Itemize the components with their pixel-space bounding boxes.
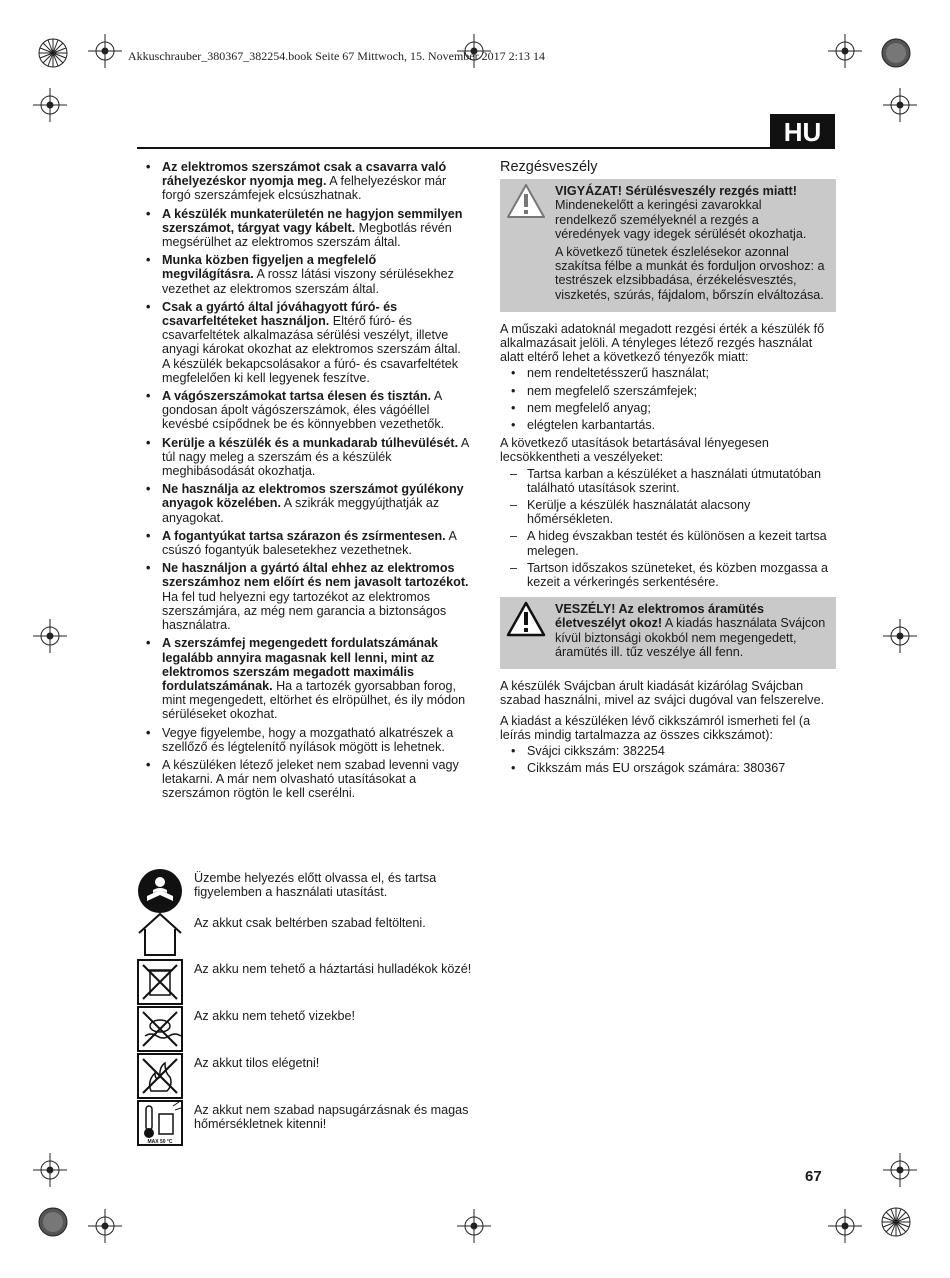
crosshair-mark — [883, 88, 917, 122]
header-rule — [137, 147, 835, 149]
symbol-text: Az akkut csak beltérben szabad feltölteni. — [194, 916, 426, 930]
list-item: • A vágószerszámokat tartsa élesen és tisztán. A gondosan ápolt vágószerszámok, éles vágóéllel kevésbé csípődnek be és könnyebben vezethetők. — [137, 389, 470, 432]
list-item: • Svájci cikkszám: 382254 — [500, 744, 836, 758]
list-item: • A készüléken létező jeleket nem szabad levenni vagy letakarni. A már nem olvasható utasításokat a szerszámon rögtön le kell cserélni. — [137, 758, 470, 801]
language-tab: HU — [770, 114, 835, 149]
safety-list — [137, 160, 470, 801]
page-number: 67 — [805, 1168, 822, 1185]
list-item: – Tartsa karban a készüléket a használati útmutatóban található utasítások szerint. — [500, 467, 836, 495]
left-column — [137, 160, 470, 805]
danger-box — [500, 597, 836, 669]
no-water-icon — [137, 1006, 183, 1052]
starburst-mark — [882, 1208, 910, 1236]
crosshair-mark — [828, 1209, 862, 1243]
list-item: • Munka közben figyeljen a megfelelő megvilágításra. A rossz látási viszony sérülésekhez vezethet az elektromos szerszám által. — [137, 253, 470, 296]
no-fire-icon — [137, 1053, 183, 1099]
crosshair-mark — [88, 1209, 122, 1243]
crosshair-mark — [828, 34, 862, 68]
warning-triangle-icon — [506, 183, 546, 219]
paragraph: A készülék Svájcban árult kiadását kizárólag Svájcban szabad használni, mivel az svájci dugóval van felszerelve. — [500, 679, 825, 708]
crossed-bin-icon — [137, 959, 183, 1005]
caution-text-2: A következő tünetek észlelésekor azonnal szakítsa félbe a munkát és forduljon orvoshoz: a testrészek elzsibbadása, érzékelésvesztés, viszketés, szúrás, fájdalom, bőrszín elváltozása. — [555, 245, 825, 302]
right-column — [500, 160, 836, 779]
grey-dot-mark — [882, 39, 910, 67]
list-item: • Ne használja az elektromos szerszámot gyúlékony anyagok közelében. A szikrák meggyújthatják az anyagokat. — [137, 482, 470, 525]
list-item: • A fogantyúkat tartsa szárazon és zsírmentesen. A csúszó fogantyúk balesetekhez vezethetnek. — [137, 529, 470, 557]
starburst-mark — [39, 39, 67, 67]
list-item: – Kerülje a készülék használatát alacsony hőmérsékleten. — [500, 498, 836, 526]
crosshair-mark — [88, 34, 122, 68]
list-item: • Ne használjon a gyártó által ehhez az elektromos szerszámhoz nem előírt és nem javasolt tartozékot. Ha fel tud helyezni egy tartozékot az elektromos szerszámjára, az még nem garancia a biztonságos használatra. — [137, 561, 470, 632]
crosshair-mark — [457, 1209, 491, 1243]
list-item: • nem megfelelő anyag; — [500, 401, 836, 415]
crosshair-mark — [33, 619, 67, 653]
symbol-text: Az akku nem tehető vizekbe! — [194, 1009, 356, 1023]
symbol-text: Az akkut tilos elégetni! — [194, 1056, 320, 1070]
caution-box — [500, 179, 836, 312]
list-item: • A készülék munkaterületén ne hagyjon semmilyen szerszámot, tárgyat vagy kábelt. Megbotlás révén megsérülhet az elektromos szerszám által. — [137, 207, 470, 250]
indoor-house-icon — [137, 911, 183, 957]
list-item: • Csak a gyártó által jóváhagyott fúró- és csavarfeltéteket használjon. Eltérő fúró- és csavarfeltétek alkalmazása sérülési veszélyt, illetve anyagi károkat okozhat az elektromos szerszám által. A készülék bekapcsolásakor a fúró- és csavarfeltétek megfelelően ki kell legyenek feszítve. — [137, 300, 470, 385]
list-item: • A szerszámfej megengedett fordulatszámának legalább annyira magasnak kell lenni, mint az elektromos szerszám megadott maximális fordulatszámának. Ha a tartozék gyorsabban forog, mint megengedett, eltörhet és elröpülhet, és ily módon sérüléseket okozhat. — [137, 636, 470, 721]
symbol-text: Az akku nem tehető a háztartási hulladékok közé! — [194, 962, 472, 976]
no-heat-icon — [137, 1100, 183, 1146]
crosshair-mark — [883, 1153, 917, 1187]
list-item: – A hideg évszakban testét és különösen a kezeit tartsa melegen. — [500, 529, 836, 557]
paragraph: A következő utasítások betartásával lényegesen lecsökkentheti a veszélyeket: — [500, 436, 769, 465]
symbol-text: Az akkut nem szabad napsugárzásnak és magas hőmérsékletnek kitenni! — [194, 1103, 469, 1132]
article-number-list — [500, 744, 836, 775]
paragraph: A műszaki adatoknál megadott rezgési érték a készülék fő alkalmazásait jelöli. A tényleges létező rezgés használat alatt eltérő lehet a következő tényezők miatt: — [500, 321, 825, 365]
list-item: • elégtelen karbantartás. — [500, 418, 836, 432]
crosshair-mark — [883, 619, 917, 653]
list-item: • Vegye figyelembe, hogy a mozgatható alkatrészek a szellőző és légtelenítő nyílások mögött is lehetnek. — [137, 726, 470, 754]
list-item: • Kerülje a készülék és a munkadarab túlhevülését. A túl nagy meleg a szerszám és a készülék meghibásodását okozhatja. — [137, 436, 470, 479]
measure-list — [500, 467, 836, 590]
list-item: • Cikkszám más EU országok számára: 380367 — [500, 761, 836, 775]
grey-dot-mark — [39, 1208, 67, 1236]
list-item: • nem rendeltetésszerű használat; — [500, 366, 836, 380]
list-item: • nem megfelelő szerszámfejek; — [500, 384, 836, 398]
symbol-text: Üzembe helyezés előtt olvassa el, és tartsa figyelemben a használati utasítást. — [194, 871, 437, 900]
read-manual-icon — [137, 868, 183, 914]
warning-triangle-icon — [506, 601, 546, 637]
list-item: – Tartson időszakos szüneteket, és közben mozgassa a kezeit a vérkeringés serkentésére. — [500, 561, 836, 589]
list-item: • Az elektromos szerszámot csak a csavarra való ráhelyezéskor nyomja meg. A felhelyezéskor már forgó szerszámfejek elcsúszhatnak. — [137, 160, 470, 203]
danger-text: VESZÉLY! Az elektromos áramütés életveszélyt okoz! A kiadás használata Svájcon kívül biztonsági okokból nem megengedett, áramütés ill. tűz veszélye áll fenn. — [555, 602, 826, 659]
print-header: Akkuschrauber_380367_382254.book Seite 67 Mittwoch, 15. November 2017 2:13 14 — [128, 49, 545, 63]
crosshair-mark — [33, 1153, 67, 1187]
paragraph: A kiadást a készüléken lévő cikkszámról ismerheti fel (a leírás mindig tartalmazza az összes cikkszámot): — [500, 713, 811, 742]
section-title: Rezgésveszély — [500, 159, 598, 175]
factor-list — [500, 366, 836, 432]
max-temp-label: MAX 50 °C — [147, 1139, 173, 1145]
caution-text: VIGYÁZAT! Sérülésveszély rezgés miatt! Mindenekelőtt a keringési zavarokkal rendelkező személyeknél a rezgés a véredények vagy idegek sérülését okozhatja. — [555, 184, 807, 241]
crosshair-mark — [33, 88, 67, 122]
